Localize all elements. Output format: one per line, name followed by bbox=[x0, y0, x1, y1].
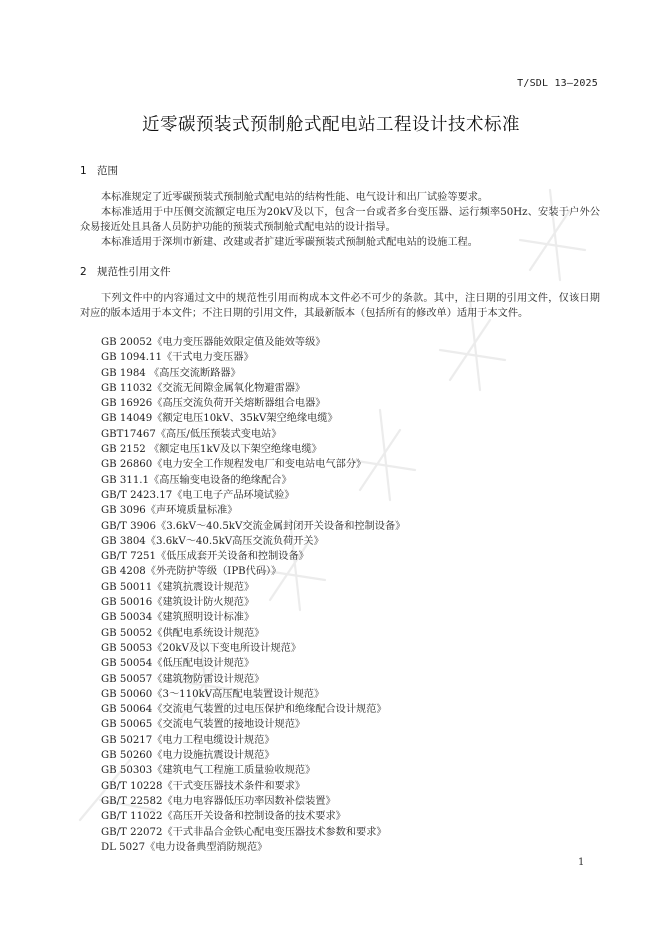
paragraph: 本标准适用于深圳市新建、改建或者扩建近零碳预装式预制舱式配电站的设施工程。 bbox=[101, 237, 478, 248]
reference-item: GB/T 11022《高压开关设备和控制设备的技术要求》 bbox=[101, 811, 346, 823]
reference-item: GB 50053《20kV及以下变电所设计规范》 bbox=[101, 642, 302, 654]
section-title: 范围 bbox=[97, 165, 118, 177]
reference-item: GB/T 3906《3.6kV～40.5kV交流金属封闭开关设备和控制设备》 bbox=[101, 520, 406, 532]
paragraph: 本标准规定了近零碳预装式预制舱式配电站的结构性能、电气设计和出厂试验等要求。 bbox=[101, 192, 489, 203]
reference-item: GB 16926《高压交流负荷开关熔断器组合电器》 bbox=[101, 398, 326, 410]
reference-item: GB 50064《交流电气装置的过电压保护和绝缘配合设计规范》 bbox=[101, 704, 387, 716]
reference-item: GBT17467《高压/低压预装式变电站》 bbox=[101, 428, 282, 440]
section-number: 2 bbox=[80, 266, 87, 278]
reference-list bbox=[101, 335, 405, 855]
reference-item: GB 50052《供配电系统设计规范》 bbox=[101, 627, 265, 639]
reference-item: GB 50016《建筑设计防火规范》 bbox=[101, 597, 255, 609]
reference-item: GB 50065《交流电气装置的接地设计规范》 bbox=[101, 719, 306, 731]
reference-item: GB 50057《建筑物防雷设计规范》 bbox=[101, 673, 265, 685]
reference-item: GB 3096《声环境质量标准》 bbox=[101, 505, 238, 517]
reference-item: GB 50060《3～110kV高压配电装置设计规范》 bbox=[101, 688, 325, 700]
reference-item: GB/T 22072《干式非晶合金铁心配电变压器技术参数和要求》 bbox=[101, 826, 387, 838]
reference-item: GB 50011《建筑抗震设计规范》 bbox=[101, 581, 255, 593]
reference-item: GB 50054《低压配电设计规范》 bbox=[101, 658, 255, 670]
reference-item: GB 50260《电力设施抗震设计规范》 bbox=[101, 750, 275, 762]
reference-item: GB/T 2423.17《电工电子产品环境试验》 bbox=[101, 489, 295, 501]
section-number: 1 bbox=[80, 165, 87, 177]
reference-item: GB/T 10228《干式变压器技术条件和要求》 bbox=[101, 780, 306, 792]
reference-item: GB/T 7251《低压成套开关设备和控制设备》 bbox=[101, 551, 309, 563]
reference-item: GB 1094.11《干式电力变压器》 bbox=[101, 352, 254, 364]
paragraph: 下列文件中的内容通过文中的规范性引用而构成本文件必不可少的条款。其中，注日期的引用文件，仅该日期对应的版本适用于本文件；不注日期的引用文件，其最新版本（包括所有的修改单）适用于本文件。 bbox=[80, 293, 600, 319]
section-heading-normative-references bbox=[80, 264, 171, 279]
reference-item: GB 3804《3.6kV～40.5kV高压交流负荷开关》 bbox=[101, 535, 324, 547]
reference-item: GB 311.1《高压输变电设备的绝缘配合》 bbox=[101, 474, 292, 486]
reference-item: GB 20052《电力变压器能效限定值及能效等级》 bbox=[101, 337, 326, 348]
section-heading-scope bbox=[80, 163, 118, 178]
paragraph: 本标准适用于中压侧交流额定电压为20kV及以下，包含一台或者多台变压器、运行频率50Hz、安装于户外公众易接近处且具备人员防护功能的预装式预制舱式配电站的设计指导。 bbox=[80, 207, 600, 233]
standard-code: T/SDL 13—2025 bbox=[517, 78, 598, 89]
reference-item: DL 5027《电力设备典型消防规范》 bbox=[101, 841, 268, 853]
reference-item: GB 11032《交流无间隙金属氧化物避雷器》 bbox=[101, 382, 306, 394]
reference-item: GB 1984 《高压交流断路器》 bbox=[101, 367, 241, 379]
reference-item: GB/T 22582《电力电容器低压功率因数补偿装置》 bbox=[101, 795, 336, 807]
reference-item: GB 2152 《额定电压1kV及以下架空绝缘电缆》 bbox=[101, 444, 322, 456]
reference-item: GB 4208《外壳防护等级（IPB代码）》 bbox=[101, 566, 282, 578]
reference-item: GB 50217《电力工程电缆设计规范》 bbox=[101, 734, 275, 746]
reference-item: GB 14049《额定电压10kV、35kV架空绝缘电缆》 bbox=[101, 413, 338, 425]
reference-item: GB 26860《电力安全工作规程发电厂和变电站电气部分》 bbox=[101, 459, 367, 471]
reference-item: GB 50034《建筑照明设计标准》 bbox=[101, 612, 255, 624]
reference-item: GB 50303《建筑电气工程施工质量验收规范》 bbox=[101, 765, 316, 777]
section-title: 规范性引用文件 bbox=[97, 266, 171, 278]
document-title: 近零碳预装式预制舱式配电站工程设计技术标准 bbox=[142, 115, 520, 135]
page-number: 1 bbox=[578, 857, 585, 868]
